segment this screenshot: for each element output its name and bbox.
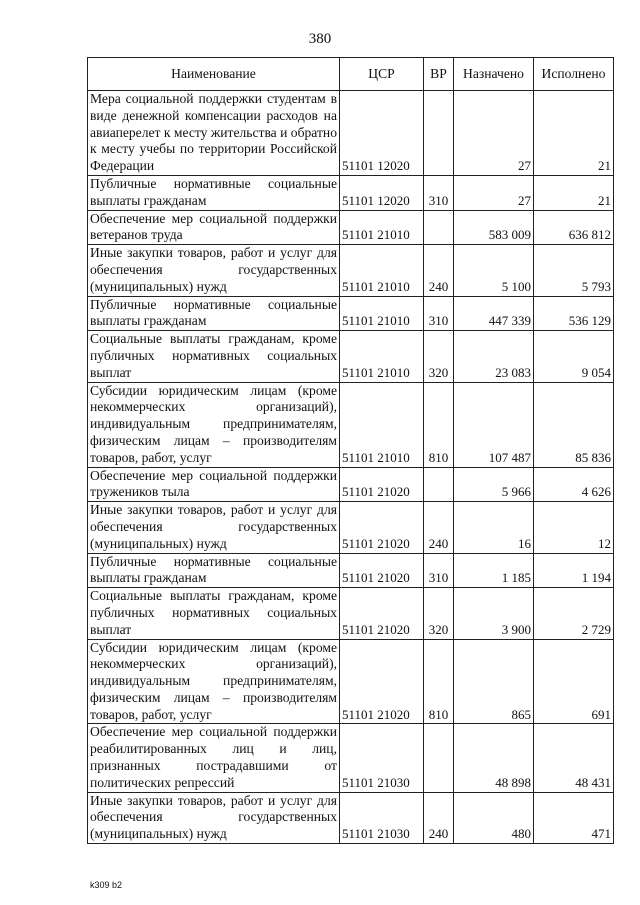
row-executed: 1 194: [534, 553, 614, 588]
row-csr: 51101 21030: [340, 792, 424, 843]
row-csr: 51101 21020: [340, 588, 424, 639]
row-name: Субсидии юридическим лицам (кроме некоммерческих организаций), индивидуальным предпринимателям, физическим лицам – производителям товаров, работ, услуг: [88, 639, 340, 724]
row-csr: 51101 21010: [340, 245, 424, 296]
table-row: [88, 175, 614, 210]
row-vr: [424, 724, 454, 792]
row-vr: [424, 210, 454, 245]
table-row: [88, 296, 614, 331]
row-csr: 51101 21010: [340, 296, 424, 331]
table-row: [88, 245, 614, 296]
row-executed: 21: [534, 91, 614, 176]
table-row: [88, 502, 614, 553]
row-vr: 240: [424, 792, 454, 843]
row-csr: 51101 12020: [340, 175, 424, 210]
row-vr: 240: [424, 245, 454, 296]
row-name: Субсидии юридическим лицам (кроме некоммерческих организаций), индивидуальным предпринимателям, физическим лицам – производителям товаров, работ, услуг: [88, 382, 340, 467]
row-csr: 51101 21010: [340, 382, 424, 467]
row-name: Иные закупки товаров, работ и услуг для обеспечения государственных (муниципальных) нужд: [88, 792, 340, 843]
row-vr: 310: [424, 175, 454, 210]
row-csr: 51101 21010: [340, 210, 424, 245]
header-name: Наименование: [88, 58, 340, 91]
table-row: [88, 210, 614, 245]
row-executed: 4 626: [534, 467, 614, 502]
row-executed: 5 793: [534, 245, 614, 296]
row-name: Социальные выплаты гражданам, кроме публичных нормативных социальных выплат: [88, 331, 340, 382]
budget-table: [87, 57, 614, 844]
row-vr: 320: [424, 331, 454, 382]
row-assigned: 27: [454, 91, 534, 176]
row-executed: 2 729: [534, 588, 614, 639]
row-name: Мера социальной поддержки студентам в виде денежной компенсации расходов на авиаперелет к месту жительства и обратно к месту учебы по территории Российской Федерации: [88, 91, 340, 176]
row-name: Иные закупки товаров, работ и услуг для обеспечения государственных (муниципальных) нужд: [88, 245, 340, 296]
table-row: [88, 91, 614, 176]
row-vr: 810: [424, 639, 454, 724]
table-row: [88, 331, 614, 382]
row-vr: 320: [424, 588, 454, 639]
row-assigned: 447 339: [454, 296, 534, 331]
header-vr: ВР: [424, 58, 454, 91]
row-executed: 471: [534, 792, 614, 843]
row-csr: 51101 21030: [340, 724, 424, 792]
row-vr: [424, 467, 454, 502]
row-executed: 21: [534, 175, 614, 210]
table-row: [88, 553, 614, 588]
row-assigned: 107 487: [454, 382, 534, 467]
row-assigned: 1 185: [454, 553, 534, 588]
row-vr: 310: [424, 553, 454, 588]
row-vr: 310: [424, 296, 454, 331]
row-executed: 536 129: [534, 296, 614, 331]
row-csr: 51101 21020: [340, 467, 424, 502]
row-csr: 51101 21020: [340, 502, 424, 553]
row-csr: 51101 21020: [340, 553, 424, 588]
row-vr: [424, 91, 454, 176]
row-executed: 48 431: [534, 724, 614, 792]
row-csr: 51101 21020: [340, 639, 424, 724]
row-executed: 636 812: [534, 210, 614, 245]
table-row: [88, 724, 614, 792]
table-row: [88, 382, 614, 467]
row-name: Обеспечение мер социальной поддержки тружеников тыла: [88, 467, 340, 502]
row-name: Публичные нормативные социальные выплаты гражданам: [88, 296, 340, 331]
row-assigned: 3 900: [454, 588, 534, 639]
table-row: [88, 467, 614, 502]
row-assigned: 865: [454, 639, 534, 724]
page-number: 380: [308, 31, 332, 47]
row-name: Иные закупки товаров, работ и услуг для обеспечения государственных (муниципальных) нужд: [88, 502, 340, 553]
row-name: Обеспечение мер социальной поддержки ветеранов труда: [88, 210, 340, 245]
row-assigned: 5 966: [454, 467, 534, 502]
row-csr: 51101 12020: [340, 91, 424, 176]
row-assigned: 27: [454, 175, 534, 210]
row-assigned: 5 100: [454, 245, 534, 296]
table-header-row: [88, 58, 614, 91]
table-row: [88, 792, 614, 843]
row-name: Обеспечение мер социальной поддержки реабилитированных лиц и лиц, признанных пострадавшими от политических репрессий: [88, 724, 340, 792]
footer-code: k309 b2: [90, 880, 123, 890]
row-csr: 51101 21010: [340, 331, 424, 382]
row-assigned: 48 898: [454, 724, 534, 792]
row-name: Публичные нормативные социальные выплаты гражданам: [88, 553, 340, 588]
row-assigned: 16: [454, 502, 534, 553]
row-assigned: 583 009: [454, 210, 534, 245]
row-assigned: 480: [454, 792, 534, 843]
row-executed: 12: [534, 502, 614, 553]
row-name: Социальные выплаты гражданам, кроме публичных нормативных социальных выплат: [88, 588, 340, 639]
header-executed: Исполнено: [534, 58, 614, 91]
row-vr: 240: [424, 502, 454, 553]
row-name: Публичные нормативные социальные выплаты гражданам: [88, 175, 340, 210]
header-assigned: Назначено: [454, 58, 534, 91]
row-executed: 9 054: [534, 331, 614, 382]
row-vr: 810: [424, 382, 454, 467]
row-executed: 85 836: [534, 382, 614, 467]
header-csr: ЦСР: [340, 58, 424, 91]
row-executed: 691: [534, 639, 614, 724]
table-row: [88, 639, 614, 724]
table-row: [88, 588, 614, 639]
row-assigned: 23 083: [454, 331, 534, 382]
